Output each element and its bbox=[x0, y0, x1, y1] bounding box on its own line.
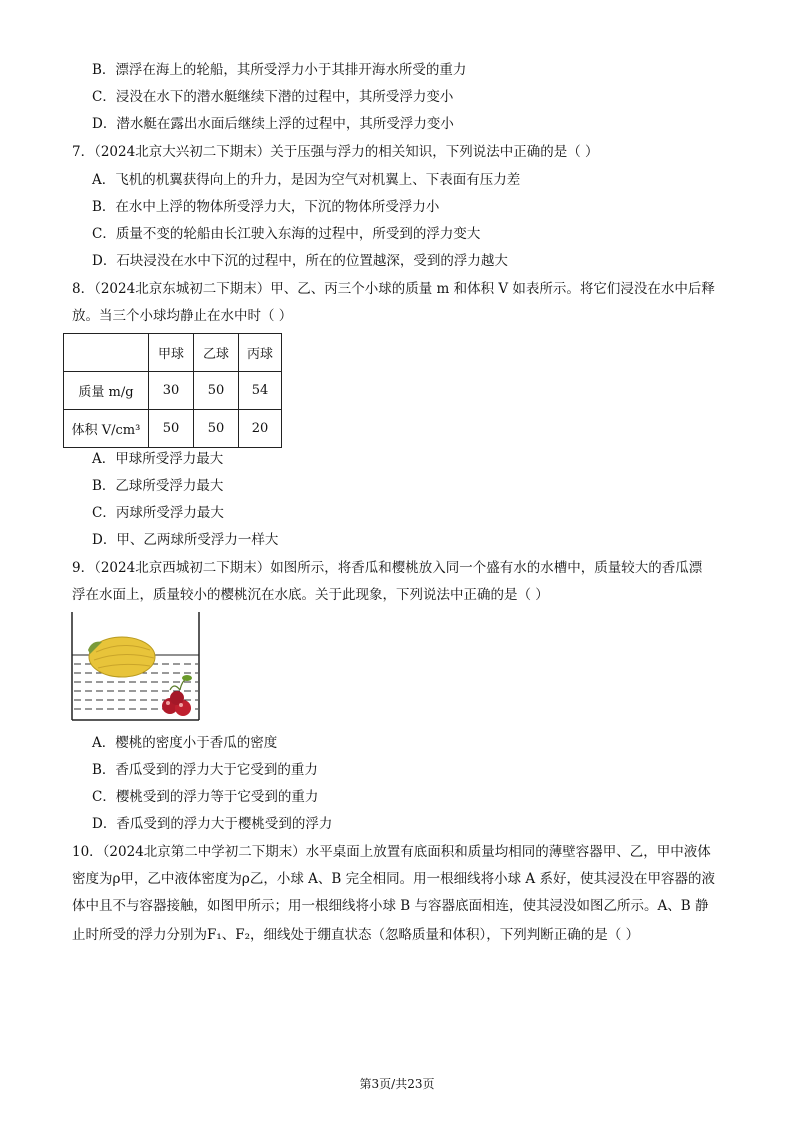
q9-option-a: A．樱桃的密度小于香瓜的密度 bbox=[92, 735, 278, 751]
table-cell: 30 bbox=[149, 372, 194, 410]
table-row-label: 质量 m/g bbox=[64, 372, 149, 410]
q9-option-c: C．樱桃受到的浮力等于它受到的重力 bbox=[92, 789, 319, 805]
q8-option-c: C．丙球所受浮力最大 bbox=[92, 505, 224, 521]
q9-stem-line1: 9．（2024北京西城初二下期末）如图所示，将香瓜和樱桃放入同一个盛有水的水槽中，质量较大的香瓜漂 bbox=[72, 560, 703, 576]
q7-option-d: D．石块浸没在水中下沉的过程中，所在的位置越深，受到的浮力越大 bbox=[92, 253, 508, 269]
q8-option-a: A．甲球所受浮力最大 bbox=[92, 451, 224, 467]
table-row bbox=[64, 372, 282, 410]
table-cell: 50 bbox=[194, 372, 239, 410]
q10-line1: 10．（2024北京第二中学初二下期末）水平桌面上放置有底面积和质量均相同的薄壁容器甲、乙，甲中液体 bbox=[72, 844, 711, 860]
q8-option-b: B．乙球所受浮力最大 bbox=[92, 478, 224, 494]
q10-line3: 体中且不与容器接触，如图甲所示；用一根细线将小球 B 与容器底面相连，使其浸没如图乙所示。A、B 静 bbox=[72, 898, 709, 914]
table-row-label: 体积 V/cm³ bbox=[64, 410, 149, 448]
q10-line4: 止时所受的浮力分别为F₁、F₂，细线处于绷直状态（忽略质量和体积），下列判断正确的是（ ） bbox=[72, 927, 640, 943]
q7-option-b: B．在水中上浮的物体所受浮力大，下沉的物体所受浮力小 bbox=[92, 199, 440, 215]
q7-stem: 7．（2024北京大兴初二下期末）关于压强与浮力的相关知识，下列说法中正确的是（ ） bbox=[72, 144, 599, 160]
melon-icon bbox=[88, 637, 155, 677]
q8-data-table bbox=[63, 333, 282, 448]
q6-option-d: D．潜水艇在露出水面后继续上浮的过程中，其所受浮力变小 bbox=[92, 116, 454, 132]
water-tank-figure bbox=[70, 610, 202, 726]
q6-option-c: C．浸没在水下的潜水艇继续下潜的过程中，其所受浮力变小 bbox=[92, 89, 454, 105]
q7-option-c: C．质量不变的轮船由长江驶入东海的过程中，所受到的浮力变大 bbox=[92, 226, 481, 242]
table-row bbox=[64, 410, 282, 448]
q9-option-b: B．香瓜受到的浮力大于它受到的重力 bbox=[92, 762, 318, 778]
q6-option-b: B．漂浮在海上的轮船，其所受浮力小于其排开海水所受的重力 bbox=[92, 62, 467, 78]
q8-stem-line1: 8．（2024北京东城初二下期末）甲、乙、丙三个小球的质量 m 和体积 V 如表所示。将它们浸没在水中后释 bbox=[72, 281, 715, 297]
cherry-icon bbox=[162, 675, 192, 716]
q8-option-d: D．甲、乙两球所受浮力一样大 bbox=[92, 532, 279, 548]
q8-stem-line2: 放。当三个小球均静止在水中时（ ） bbox=[72, 308, 293, 324]
table-header-cell: 丙球 bbox=[239, 334, 282, 372]
table-cell: 50 bbox=[194, 410, 239, 448]
table-header-row bbox=[64, 334, 282, 372]
page-number: 第3页/共23页 bbox=[359, 1077, 435, 1091]
table-cell: 20 bbox=[239, 410, 282, 448]
q9-option-d: D．香瓜受到的浮力大于樱桃受到的浮力 bbox=[92, 816, 333, 832]
q9-stem-line2: 浮在水面上，质量较小的樱桃沉在水底。关于此现象，下列说法中正确的是（ ） bbox=[72, 587, 549, 603]
water-tank-illustration bbox=[70, 610, 202, 722]
table-header-cell: 乙球 bbox=[194, 334, 239, 372]
q7-option-a: A．飞机的机翼获得向上的升力，是因为空气对机翼上、下表面有压力差 bbox=[92, 172, 521, 188]
table-cell: 50 bbox=[149, 410, 194, 448]
table-cell: 54 bbox=[239, 372, 282, 410]
table-header-cell: 甲球 bbox=[149, 334, 194, 372]
table-header-cell bbox=[64, 334, 149, 372]
q10-line2: 密度为ρ甲，乙中液体密度为ρ乙，小球 A、B 完全相同。用一根细线将小球 A 系好，使其浸没在甲容器的液 bbox=[72, 871, 715, 887]
